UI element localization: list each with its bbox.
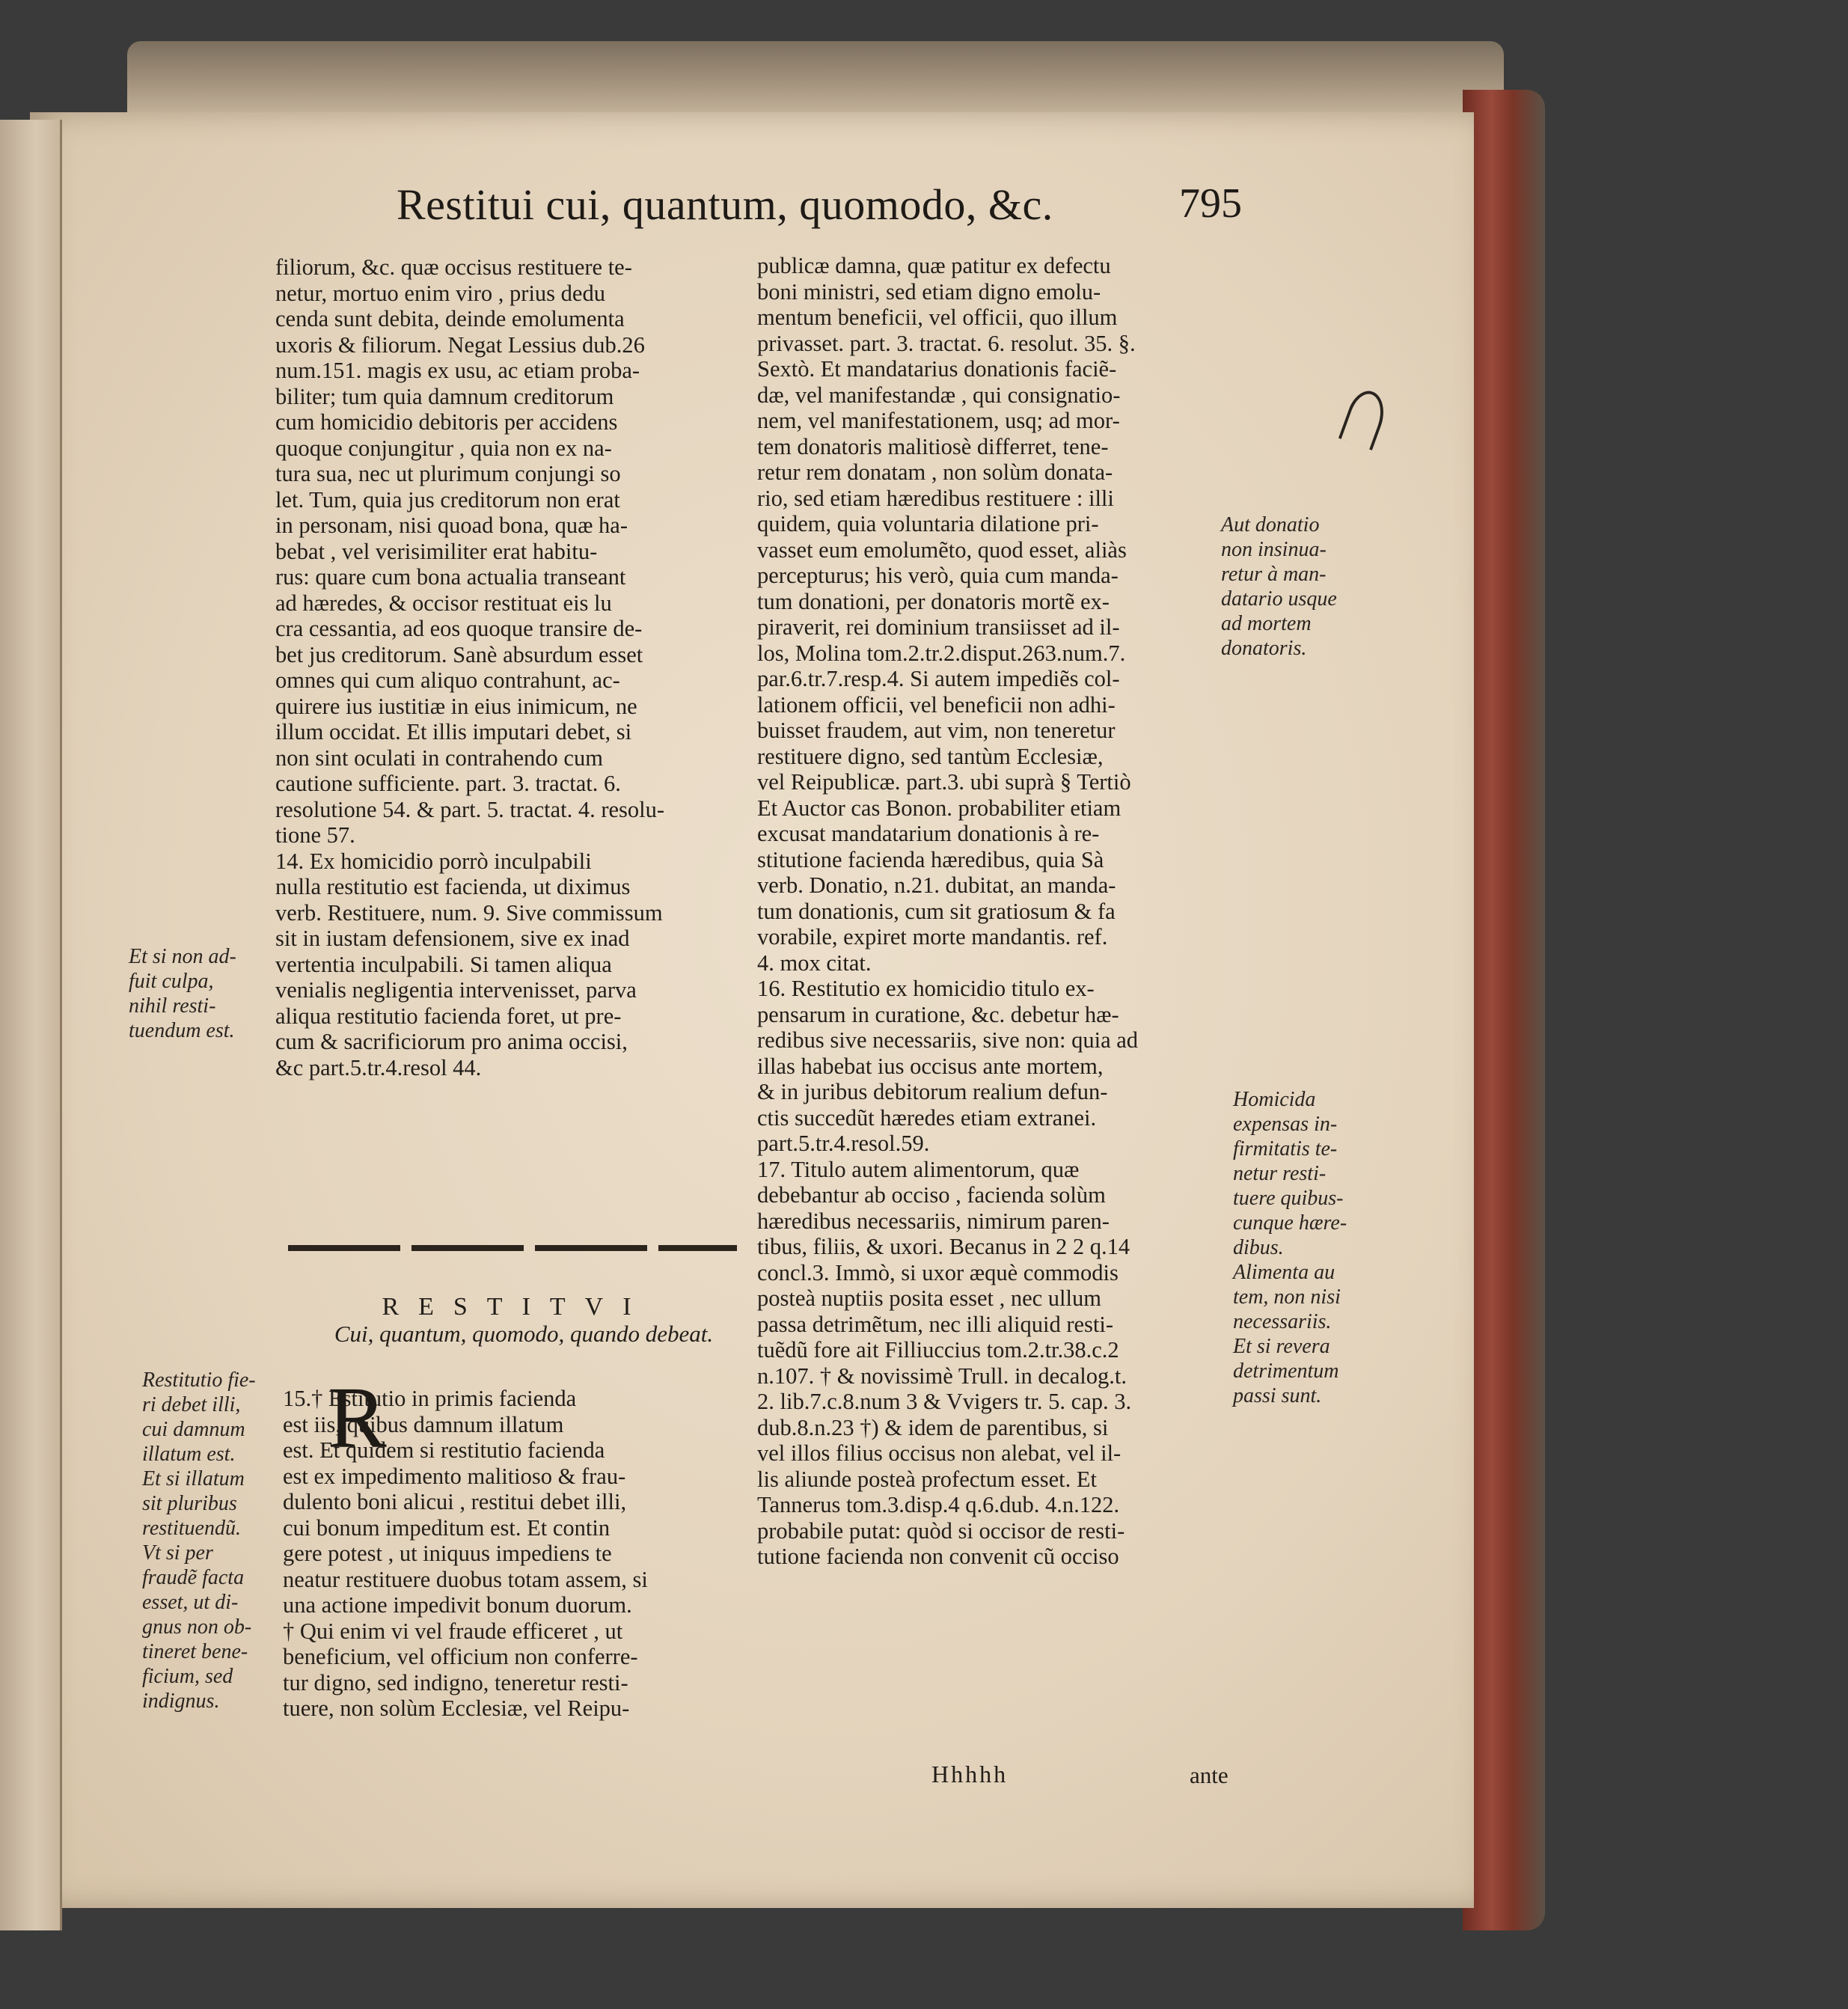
margin-note-culpa: [129, 944, 271, 1043]
text-line: tutione facienda non convenit cũ occiso: [757, 1544, 1119, 1569]
margin-note-restitutio: [142, 1368, 292, 1713]
text-line: tuere, non solùm Ecclesiæ, vel Reipu-: [283, 1695, 630, 1721]
text-line: tibus, filiis, & uxori. Becanus in 2 2 q.14: [757, 1234, 1130, 1259]
text-line: ctis succedũt hæredes etiam extranei.: [757, 1104, 1097, 1131]
text-line: probabile putat: quòd si occisor de resti-: [757, 1517, 1125, 1544]
text-line: vel illos filius occisus non alebat, vel il-: [757, 1440, 1122, 1466]
margin-note-donatio: [1221, 513, 1393, 661]
margin-note-line: ad mortem: [1221, 612, 1312, 635]
text-line: num.151. magis ex usu, ac etiam proba-: [275, 358, 640, 383]
section-divider: [288, 1245, 737, 1251]
text-line: excusat mandatarium donationis à re-: [757, 821, 1100, 846]
margin-note-line: netur resti-: [1233, 1162, 1327, 1185]
text-line: resolutione 54. & part. 5. tractat. 4. resolu-: [275, 796, 665, 822]
text-line: tura sua, nec ut plurimum conjungi so: [275, 461, 621, 486]
text-line: &c part.5.tr.4.resol 44.: [275, 1054, 482, 1080]
margin-note-line: fraudẽ facta: [142, 1566, 245, 1589]
margin-note-line: cui damnum: [142, 1418, 245, 1441]
margin-note-line: Aut donatio: [1221, 513, 1320, 536]
text-line: omnes qui cum aliquo contrahunt, ac-: [275, 667, 620, 693]
text-line: biliter; tum quia damnum creditorum: [275, 383, 614, 409]
text-line: redibus sive necessariis, sive non: quia ad: [757, 1027, 1139, 1053]
text-line: dulento boni alicui , restitui debet illi,: [283, 1489, 627, 1514]
text-line: est ex impedimento malitioso & frau-: [283, 1463, 626, 1489]
margin-note-line: indignus.: [142, 1690, 220, 1713]
text-line: verb. Donatio, n.21. dubitat, an manda-: [757, 872, 1116, 898]
text-line: hæredibus necessariis, nimirum paren-: [757, 1208, 1110, 1234]
text-line: piraverit, rei dominium transiisset ad il-: [757, 614, 1120, 640]
text-line: tum donationi, per donatoris mortẽ ex-: [757, 588, 1110, 614]
text-line: cautione sufficiente. part. 3. tractat. 6.: [275, 771, 621, 796]
margin-note-line: esset, ut di-: [142, 1591, 239, 1614]
text-line: lationem officii, vel beneficii non adhi-: [757, 691, 1116, 718]
text-line: part.5.tr.4.resol.59.: [757, 1131, 930, 1156]
text-line: tione 57.: [275, 822, 355, 848]
text-line: beneficium, vel officium non conferre-: [283, 1644, 638, 1669]
text-line: una actione impedivit bonum duorum.: [283, 1592, 632, 1618]
margin-note-line: firmitatis te-: [1233, 1137, 1338, 1161]
text-line: mentum beneficii, vel officii, quo illum: [757, 305, 1118, 330]
text-line: vorabile, expiret morte mandantis. ref.: [757, 924, 1108, 950]
text-line: rus: quare cum bona actualia transeant: [275, 564, 626, 590]
text-line: cum & sacrificiorum pro anima occisi,: [275, 1029, 628, 1054]
margin-note-line: dibus.: [1233, 1236, 1284, 1259]
text-line: cra cessantia, ad eos quoque transire de-: [275, 616, 643, 641]
margin-note-homicida: [1233, 1087, 1394, 1408]
text-line: lis aliunde posteà profectum esset. Et: [757, 1466, 1097, 1492]
text-line: quoque conjungitur , quia non ex na-: [275, 435, 612, 461]
left-column-bottom: [283, 1386, 747, 1722]
margin-note-line: datario usque: [1221, 587, 1337, 611]
margin-note-line: Restitutio fie-: [142, 1369, 256, 1392]
text-line: quirere ius iustitiæ in eius inimicum, ne: [275, 693, 637, 719]
text-line: vel Reipublicæ. part.3. ubi suprà § Tertiò: [757, 769, 1131, 795]
margin-note-line: fuit culpa,: [129, 970, 214, 993]
text-line: 4. mox citat.: [757, 950, 872, 976]
margin-note-line: Et si non ad-: [129, 945, 236, 968]
text-line: est. Et quidem si restitutio facienda: [283, 1437, 605, 1463]
text-line: dæ, vel manifestandæ , qui consignatio-: [757, 382, 1121, 408]
text-line: nulla restitutio est facienda, ut diximus: [275, 874, 631, 899]
facing-page-edge: [0, 120, 62, 1930]
text-line: passa detrimẽtum, nec illi aliquid resti-: [757, 1311, 1114, 1337]
margin-note-line: cunque hære-: [1233, 1211, 1347, 1235]
text-line: Et Auctor cas Bonon. probabiliter etiam: [757, 795, 1122, 821]
text-line: debebantur ab occiso , facienda solùm: [757, 1182, 1106, 1208]
text-line: 17. Titulo autem alimentorum, quæ: [757, 1156, 1080, 1182]
text-line: ad hæredes, & occisor restituat eis lu: [275, 590, 612, 616]
text-line: buisset fraudem, aut vim, non teneretur: [757, 718, 1116, 743]
text-line: los, Molina tom.2.tr.2.disput.263.num.7.: [757, 640, 1126, 666]
right-column: [757, 253, 1221, 1570]
text-line: est iis, quibus damnum illatum: [283, 1411, 564, 1437]
text-line: 15.† Estitutio in primis facienda: [283, 1386, 577, 1411]
text-line: 2. lib.7.c.8.num 3 & Vvigers tr. 5. cap. 3.: [757, 1389, 1132, 1414]
text-line: cum homicidio debitoris per accidens: [275, 409, 618, 435]
text-line: publicæ damna, quæ patitur ex defectu: [757, 253, 1111, 278]
text-line: let. Tum, quia jus creditorum non erat: [275, 486, 620, 513]
text-line: stitutione facienda hæredibus, quia Sà: [757, 846, 1104, 872]
margin-note-line: ficium, sed: [142, 1665, 233, 1688]
section-subtitle: Cui, quantum, quomodo, quando debeat.: [334, 1321, 714, 1347]
margin-note-line: necessariis.: [1233, 1310, 1332, 1333]
text-line: bebat , vel verisimiliter erat habitu-: [275, 538, 598, 564]
text-line: tem donatoris malitiosè differret, tene-: [757, 433, 1109, 459]
margin-note-line: nihil resti-: [129, 994, 216, 1018]
text-line: uxoris & filiorum. Negat Lessius dub.26: [275, 331, 645, 358]
section-title: RESTITVI: [382, 1293, 651, 1321]
text-line: sit in iustam defensionem, sive ex inad: [275, 926, 630, 951]
text-line: & in juribus debitorum realium defun-: [757, 1079, 1108, 1104]
margin-note-line: donatoris.: [1221, 637, 1307, 660]
text-line: bet jus creditorum. Sanè absurdum esset: [275, 641, 643, 667]
margin-note-line: restituendũ.: [142, 1517, 241, 1540]
text-line: posteà nuptiis posita esset , nec ullum: [757, 1285, 1101, 1311]
margin-note-line: tineret bene-: [142, 1640, 248, 1663]
text-line: gere potest , ut iniquus impediens te: [283, 1541, 612, 1566]
margin-note-line: tuendum est.: [129, 1019, 235, 1042]
page-number: 795: [1179, 180, 1242, 227]
margin-note-line: Alimenta au: [1233, 1261, 1335, 1284]
text-line: quidem, quia voluntaria dilatione pri-: [757, 511, 1099, 536]
text-line: non sint oculati in contrahendo cum: [275, 744, 603, 771]
page-header: [397, 180, 1242, 239]
margin-note-line: Homicida: [1233, 1088, 1316, 1111]
signature-mark: Hhhhh: [931, 1761, 1009, 1788]
text-line: Sextò. Et mandatarius donationis faciẽ-: [757, 356, 1117, 382]
drop-cap-initial: R: [328, 1369, 387, 1467]
text-line: boni ministri, sed etiam digno emolu-: [757, 278, 1101, 305]
text-line: filiorum, &c. quæ occisus restituere te-: [275, 254, 632, 280]
text-line: aliqua restitutio facienda foret, ut pre-: [275, 1003, 622, 1029]
margin-note-line: detrimentum: [1233, 1360, 1339, 1383]
text-line: in personam, nisi quoad bona, quæ ha-: [275, 513, 628, 538]
text-line: concl.3. Immò, si uxor æquè commodis: [757, 1259, 1119, 1285]
text-line: pensarum in curatione, &c. debetur hæ-: [757, 1001, 1119, 1027]
margin-note-line: gnus non ob-: [142, 1615, 252, 1639]
text-line: illum occidat. Et illis imputari debet, si: [275, 719, 632, 744]
catchword: ante: [1190, 1762, 1229, 1788]
text-line: cui bonum impeditum est. Et contin: [283, 1514, 611, 1541]
text-line: dub.8.n.23 †) & idem de parentibus, si: [757, 1414, 1109, 1440]
text-line: verb. Restituere, num. 9. Sive commissum: [275, 899, 663, 926]
text-line: privasset. part. 3. tractat. 6. resolut. 35. §.: [757, 330, 1136, 356]
text-line: restituere digno, sed tantùm Ecclesiæ,: [757, 743, 1104, 769]
running-title: Restitui cui, quantum, quomodo, &c.: [397, 180, 1053, 229]
text-line: 14. Ex homicidio porrò inculpabili: [275, 848, 592, 874]
margin-note-line: retur à man-: [1221, 563, 1327, 586]
text-line: tum donationis, cum sit gratiosum & fa: [757, 898, 1116, 924]
text-line: par.6.tr.7.resp.4. Si autem impediẽs col-: [757, 666, 1120, 691]
text-line: n.107. † & novissimè Trull. in decalog.t.: [757, 1363, 1127, 1389]
text-line: vertentia inculpabili. Si tamen aliqua: [275, 951, 612, 977]
text-line: percepturus; his verò, quia cum manda-: [757, 563, 1119, 588]
text-line: illas habebat ius occisus ante mortem,: [757, 1053, 1104, 1079]
margin-note-line: tuere quibus-: [1233, 1187, 1344, 1210]
book-fore-edge: [1463, 90, 1545, 1930]
text-line: tur digno, sed indigno, teneretur resti-: [283, 1669, 628, 1695]
text-line: cenda sunt debita, deinde emolumenta: [275, 306, 625, 331]
margin-note-line: passi sunt.: [1233, 1384, 1322, 1407]
text-line: tuẽdũ fore ait Filliuccius tom.2.tr.38.c.2: [757, 1337, 1119, 1363]
book-top-edge: [127, 41, 1504, 123]
text-line: retur rem donatam , non solùm donata-: [757, 459, 1113, 485]
text-line: venialis negligentia intervenisset, parva: [275, 977, 637, 1003]
text-line: netur, mortuo enim viro , prius dedu: [275, 280, 605, 306]
text-line: † Qui enim vi vel fraude efficeret , ut: [283, 1618, 623, 1644]
margin-note-line: sit pluribus: [142, 1492, 237, 1515]
margin-note-line: Et si illatum: [142, 1467, 245, 1490]
margin-note-line: illatum est.: [142, 1443, 236, 1466]
text-line: 16. Restitutio ex homicidio titulo ex-: [757, 976, 1095, 1001]
left-column-top: [275, 254, 739, 1080]
margin-note-line: expensas in-: [1233, 1113, 1338, 1136]
text-line: vasset eum emolumẽto, quod esset, aliàs: [757, 536, 1127, 563]
text-line: rio, sed etiam hæredibus restituere : illi: [757, 485, 1114, 511]
margin-note-line: tem, non nisi: [1233, 1285, 1341, 1309]
text-line: neatur restituere duobus totam assem, si: [283, 1566, 648, 1592]
margin-note-line: non insinua-: [1221, 538, 1327, 561]
margin-note-line: Et si revera: [1233, 1335, 1330, 1358]
margin-note-line: Vt si per: [142, 1541, 213, 1565]
text-line: Tannerus tom.3.disp.4 q.6.dub. 4.n.122.: [757, 1492, 1120, 1517]
text-line: nem, vel manifestationem, usq; ad mor-: [757, 408, 1120, 433]
margin-note-line: ri debet illi,: [142, 1393, 241, 1416]
